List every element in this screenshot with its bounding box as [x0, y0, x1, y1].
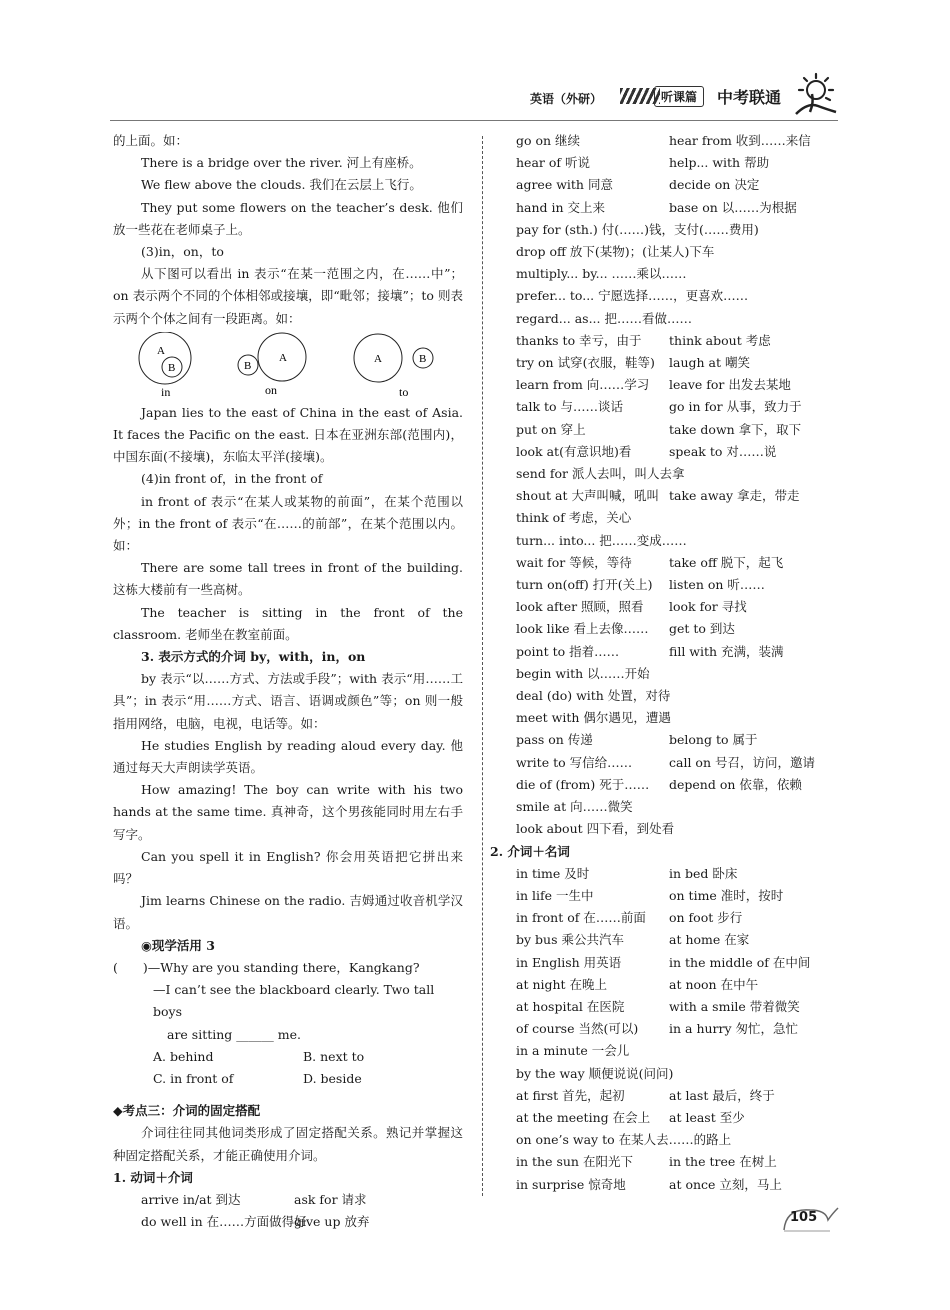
- phrase-row: [490, 507, 825, 529]
- phrase: in life 一生中: [516, 887, 594, 903]
- phrase: in bed 卧床: [669, 865, 738, 881]
- phrase-row: [490, 419, 825, 441]
- phrase: in a minute 一会儿: [516, 1043, 630, 1059]
- phrase: drop off 放下(某物)；(让某人)下车: [516, 244, 715, 260]
- phrase-row: [490, 1085, 825, 1107]
- label-a: A: [157, 344, 165, 357]
- phrase: in the tree 在树上: [669, 1154, 777, 1170]
- subheading: (3)in，on，to: [141, 244, 224, 260]
- phrase: at hospital 在医院: [516, 998, 625, 1014]
- phrase-row: [490, 130, 825, 152]
- phrase: talk to 与……谈话: [516, 399, 624, 415]
- phrase: look at(有意识地)看: [516, 443, 632, 459]
- phrase: wait for 等候，等待: [516, 554, 632, 570]
- paragraph: 的上面。如：: [113, 133, 189, 148]
- paragraph: by 表示“以……方式、方法或手段”；with 表示“用……工具”；in 表示“用……方式、语言、语调或颜色”等；on 则一般指用网络，电脑，电视，电话等。如：: [113, 671, 463, 731]
- phrase: at noon 在中午: [669, 976, 759, 992]
- phrase: speak to 对……说: [669, 443, 777, 459]
- example-sentence: He studies English by reading aloud every day. 他通过每天大声朗读学英语。: [113, 737, 463, 776]
- phrase-row: [490, 174, 825, 196]
- example-sentence: Jim learns Chinese on the radio. 吉姆通过收音机学汉语。: [113, 893, 463, 931]
- phrase: regard... as... 把……看做……: [516, 310, 692, 326]
- phrase: write to 写信给……: [516, 754, 633, 770]
- example-sentence: We flew above the clouds. 我们在云层上飞行。: [141, 177, 422, 193]
- phrase-row: [113, 1211, 463, 1233]
- phrase: turn... into... 把……变成……: [516, 532, 687, 548]
- phrase: hear of 听说: [516, 155, 590, 171]
- phrase-row: [490, 774, 825, 796]
- phrase: take away 拿走，带走: [669, 488, 800, 504]
- phrase: with a smile 带着微笑: [669, 998, 800, 1014]
- phrase: pay for (sth.) 付(……)钱，支付(……费用): [516, 221, 759, 237]
- subheading: 2. 介词＋名词: [490, 843, 570, 859]
- phrase: meet with 偶尔遇见，遭遇: [516, 710, 671, 726]
- phrase: on foot 步行: [669, 910, 743, 926]
- phrase: on one’s way to 在某人去……的路上: [516, 1132, 732, 1148]
- phrase-row: [490, 241, 825, 263]
- phrase: smile at 向……微笑: [516, 799, 633, 815]
- phrase-row: [490, 796, 825, 818]
- caption-to: to: [399, 384, 409, 398]
- phrase: learn from 向……学习: [516, 377, 650, 393]
- example-sentence: Japan lies to the east of China in the east of Asia. It faces the Pacific on the east. 日本在亚洲东部(范围内)，中国东面(不接壤)，东临太平洋(接壤)。: [113, 404, 463, 465]
- phrase: of course 当然(可以): [516, 1021, 639, 1037]
- phrase-row: [490, 285, 825, 307]
- phrase: think of 考虑，关心: [516, 510, 632, 526]
- phrase: belong to 属于: [669, 732, 758, 748]
- phrase: agree with 同意: [516, 177, 613, 193]
- phrase-row: [490, 352, 825, 374]
- subheading: 3. 表示方式的介词 by，with，in，on: [141, 649, 366, 665]
- phrase: get to 到达: [669, 621, 735, 637]
- phrase: hand in 交上来: [516, 199, 606, 215]
- phrase-row: [490, 707, 825, 729]
- caption-on: on: [265, 382, 277, 397]
- phrase: at home 在家: [669, 932, 750, 948]
- phrase-row: [490, 596, 825, 618]
- phrase-row: [490, 929, 825, 951]
- phrase: fill with 充满，装满: [669, 643, 784, 659]
- phrase: in the sun 在阳光下: [516, 1154, 633, 1170]
- phrase: ask for 请求: [294, 1191, 367, 1207]
- question-line: —I can’t see the blackboard clearly. Two tall boys: [153, 982, 435, 1020]
- example-sentence: The teacher is sitting in the front of the classroom. 老师坐在教室前面。: [113, 604, 463, 642]
- page-number-text: 105: [790, 1210, 818, 1225]
- phrase-row: [490, 530, 825, 552]
- phrase: turn on(off) 打开(关上): [516, 577, 653, 593]
- phrase-row: [490, 441, 825, 463]
- phrase: in English 用英语: [516, 954, 622, 970]
- phrase: begin with 以……开始: [516, 665, 650, 681]
- phrase-row: [490, 1040, 825, 1062]
- phrase-row: [490, 330, 825, 352]
- phrase: at first 首先，起初: [516, 1087, 625, 1103]
- phrase: in time 及时: [516, 865, 590, 881]
- label-b: B: [244, 359, 252, 372]
- phrase: call on 号召，访问，邀请: [669, 754, 815, 770]
- phrase: at least 至少: [669, 1109, 745, 1125]
- phrase: take off 脱下，起飞: [669, 554, 784, 570]
- phrase-row: [490, 1018, 825, 1040]
- phrase: laugh at 嘲笑: [669, 355, 750, 371]
- left-column: [113, 130, 463, 1233]
- example-sentence: Can you spell it in English? 你会用英语把它拼出来吗？: [113, 848, 463, 887]
- paragraph: 介词往往同其他词类形成了固定搭配关系。熟记并掌握这种固定搭配关系，才能正确使用介词。: [113, 1125, 463, 1163]
- question-line: ( )—Why are you standing there，Kangkang?: [113, 959, 420, 975]
- subheading: (4)in front of，in the front of: [141, 471, 323, 487]
- label-a: A: [279, 351, 287, 364]
- phrase-row: [490, 729, 825, 751]
- phrase-row: [490, 618, 825, 640]
- phrase: listen on 听……: [669, 577, 765, 593]
- phrase: by bus 乘公共汽车: [516, 932, 624, 948]
- phrase: put on 穿上: [516, 421, 586, 437]
- phrase-row: [490, 574, 825, 596]
- phrase: in front of 在……前面: [516, 910, 646, 926]
- phrase: think about 考虑: [669, 332, 771, 348]
- caption-in: in: [161, 384, 171, 398]
- phrase: look after 照顾，照看: [516, 599, 644, 615]
- phrase: by the way 顺便说说(问问): [516, 1065, 674, 1081]
- phrase-row: [113, 1189, 463, 1211]
- example-sentence: They put some flowers on the teacher’s desk. 他们放一些花在老师桌子上。: [113, 199, 463, 237]
- phrase-row: [490, 552, 825, 574]
- label-a: A: [374, 352, 382, 365]
- phrase: do well in 在……方面做得好: [141, 1214, 307, 1230]
- header-section-tab: 听课篇: [654, 86, 704, 107]
- preposition-diagram: [113, 332, 463, 398]
- phrase: deal (do) with 处置，对待: [516, 688, 671, 704]
- phrase-row: [490, 952, 825, 974]
- phrase-row: [490, 885, 825, 907]
- option-d: D. beside: [303, 1070, 362, 1086]
- phrase-row: [490, 308, 825, 330]
- phrase: point to 指着……: [516, 643, 620, 659]
- phrase-row: [490, 974, 825, 996]
- phrase: look like 看上去像……: [516, 621, 649, 637]
- example-sentence: There are some tall trees in front of the building. 这栋大楼前有一些高树。: [113, 560, 463, 598]
- verb-prep-list: [490, 130, 825, 841]
- phrase: hear from 收到……来信: [669, 133, 811, 148]
- option-b: B. next to: [303, 1048, 365, 1064]
- example-sentence: There is a bridge over the river. 河上有座桥。: [141, 155, 422, 171]
- phrase-row: [490, 396, 825, 418]
- phrase-row: [490, 907, 825, 929]
- question-line: are sitting ______ me.: [167, 1026, 301, 1042]
- phrase: in surprise 惊奇地: [516, 1176, 626, 1192]
- phrase: shout at 大声叫喊，吼叫: [516, 488, 659, 504]
- phrase: send for 派人去叫，叫人去拿: [516, 466, 685, 482]
- phrase-row: [490, 663, 825, 685]
- phrase-row: [490, 1174, 825, 1196]
- column-divider: [482, 136, 483, 1196]
- phrase-row: [490, 197, 825, 219]
- phrase-row: [490, 1063, 825, 1085]
- option-c: C. in front of: [153, 1070, 234, 1086]
- phrase: at the meeting 在会上: [516, 1109, 651, 1125]
- phrase-row: [490, 685, 825, 707]
- options-row: [113, 1068, 463, 1090]
- phrase: depend on 依靠，依赖: [669, 776, 802, 792]
- phrase: prefer... to... 宁愿选择……，更喜欢……: [516, 288, 749, 304]
- subheading: 1. 动词＋介词: [113, 1169, 193, 1185]
- practice-title: ◉现学活用 3: [141, 937, 215, 953]
- phrase-row: [490, 374, 825, 396]
- phrase: pass on 传递: [516, 732, 593, 748]
- phrase: take down 拿下，取下: [669, 421, 802, 437]
- header-subject: 英语（外研）: [530, 92, 603, 106]
- options-row: [113, 1046, 463, 1068]
- header-rule: [110, 120, 838, 121]
- paragraph: 从下图可以看出 in 表示“在某一范围之内，在……中”；on 表示两个不同的个体相邻或接壤，即“毗邻；接壤”；to 则表示两个个体之间有一段距离。如：: [113, 266, 463, 326]
- phrase: look for 寻找: [669, 599, 747, 615]
- phrase: decide on 决定: [669, 177, 760, 193]
- phrase-row: [490, 152, 825, 174]
- phrase: look about 四下看，到处看: [516, 821, 675, 837]
- phrase: multiply... by... ……乘以……: [516, 266, 687, 282]
- phrase: at last 最后，终于: [669, 1087, 775, 1103]
- example-sentence: How amazing! The boy can write with his two hands at the same time. 真神奇，这个男孩能同时用左右手写字。: [113, 782, 463, 842]
- phrase-row: [490, 752, 825, 774]
- phrase: help... with 帮助: [669, 155, 770, 171]
- phrase-row: [490, 1107, 825, 1129]
- phrase: thanks to 幸亏，由于: [516, 332, 642, 348]
- phrase: in a hurry 匆忙，急忙: [669, 1021, 799, 1037]
- phrase-row: [490, 996, 825, 1018]
- phrase-row: [490, 1151, 825, 1173]
- header-brand: 中考联通: [717, 88, 782, 107]
- phrase-row: [490, 263, 825, 285]
- phrase-row: [490, 818, 825, 840]
- sun-tree-logo-icon: [786, 72, 840, 118]
- phrase: go in for 从事，致力于: [669, 399, 802, 415]
- phrase: at night 在晚上: [516, 976, 608, 992]
- page-number: [780, 1204, 840, 1234]
- right-column: [490, 130, 825, 1196]
- option-a: A. behind: [153, 1048, 214, 1064]
- phrase: die of (from) 死于……: [516, 776, 650, 792]
- prep-noun-list: [490, 863, 825, 1196]
- phrase: in the middle of 在中间: [669, 954, 811, 970]
- in-on-to-diagram: [113, 332, 463, 398]
- phrase-row: [490, 463, 825, 485]
- label-b: B: [168, 361, 176, 374]
- phrase: base on 以……为根据: [669, 199, 797, 215]
- phrase-row: [490, 485, 825, 507]
- page-header: [520, 72, 840, 112]
- phrase: on time 准时，按时: [669, 887, 784, 903]
- section-title: ◆考点三：介词的固定搭配: [113, 1103, 261, 1119]
- phrase-row: [490, 863, 825, 885]
- phrase: try on 试穿(衣服，鞋等): [516, 355, 655, 371]
- phrase-row: [490, 1129, 825, 1151]
- label-b: B: [419, 352, 427, 365]
- phrase: give up 放弃: [294, 1214, 370, 1230]
- phrase-row: [490, 219, 825, 241]
- phrase: arrive in/at 到达: [141, 1191, 241, 1207]
- paragraph: in front of 表示“在某人或某物的前面”，在某个范围以外；in the front of 表示“在……的前部”，在某个范围以内。如：: [113, 493, 463, 554]
- phrase: leave for 出发去某地: [669, 377, 791, 393]
- phrase: at once 立刻，马上: [669, 1176, 782, 1192]
- phrase-row: [490, 641, 825, 663]
- phrase: go on 继续: [516, 133, 581, 148]
